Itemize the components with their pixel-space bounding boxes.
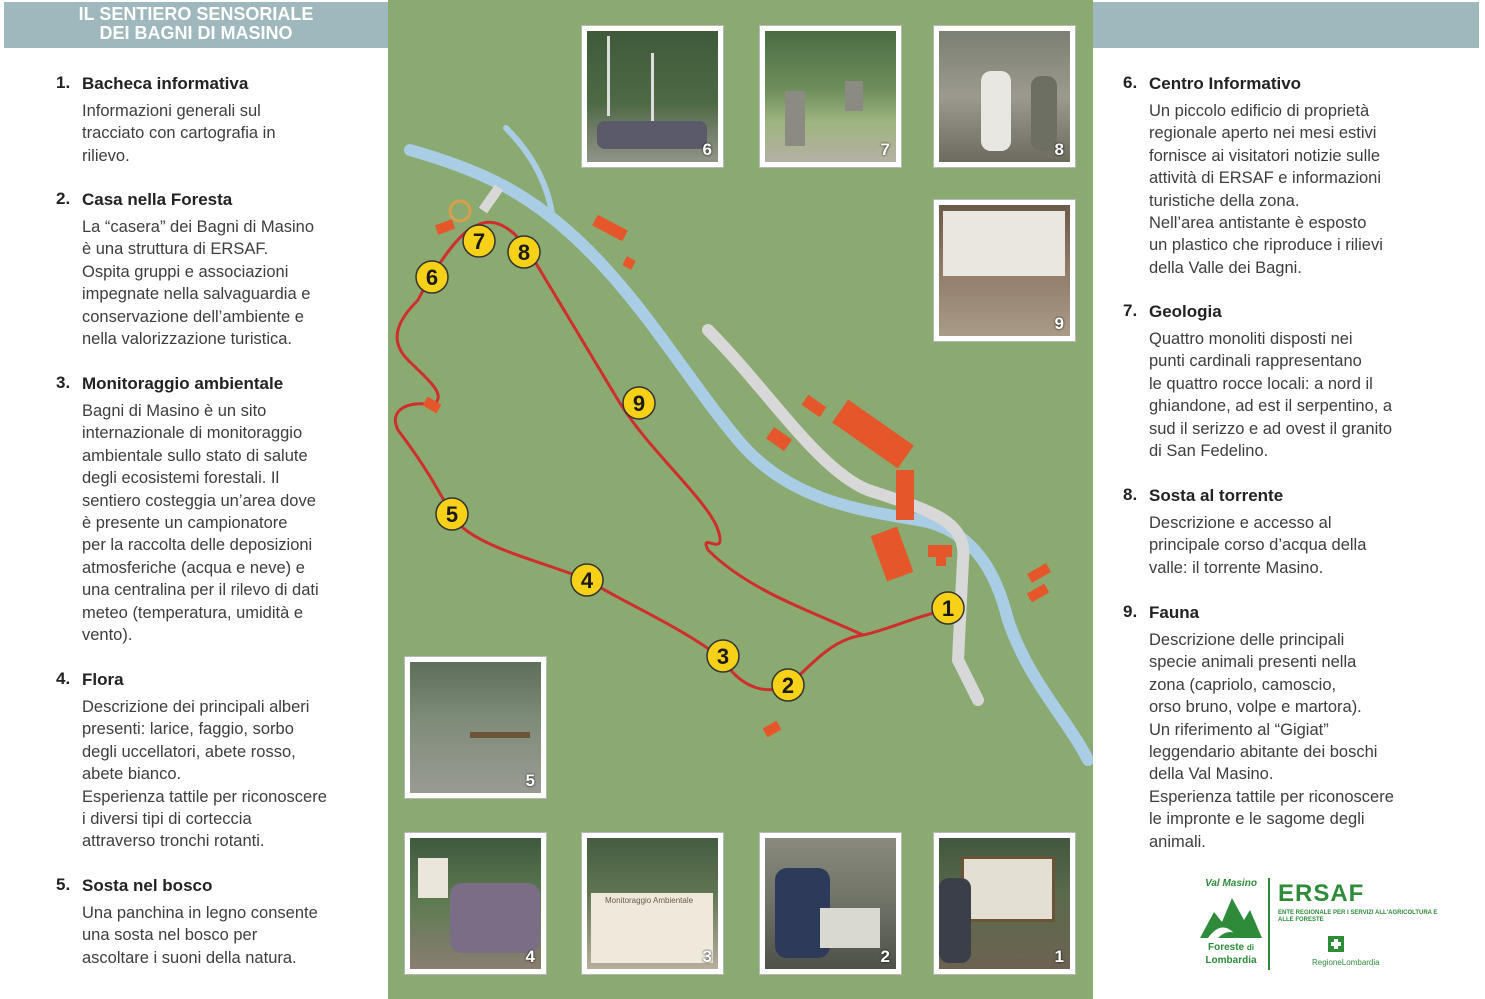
item-title: Fauna xyxy=(1149,603,1200,622)
title-line-1: IL SENTIERO SENSORIALE xyxy=(78,4,314,24)
geology-ring xyxy=(450,201,470,221)
item-description: Descrizione delle principali specie animali presenti nella zona (capriolo, camoscio, orso bruno, volpe e martora). Un riferimento al “Gigiat” leggendario abitante dei boschi della Val Masino. Esperienza tattile per riconoscere le impronte e le sagome degli animali. xyxy=(1149,631,1394,851)
info-board xyxy=(418,858,448,898)
person xyxy=(1031,76,1057,151)
item-number: 7. xyxy=(1123,301,1138,320)
left-panel xyxy=(0,0,388,999)
logo-divider xyxy=(1268,878,1270,970)
ersaf-logo xyxy=(1278,878,1448,970)
legend-item-3 xyxy=(56,373,376,646)
bench xyxy=(470,732,530,738)
photo-2[interactable] xyxy=(760,833,901,974)
ersaf-wordmark: ERSAF xyxy=(1278,880,1365,907)
road xyxy=(708,330,978,700)
photo-number: 2 xyxy=(880,947,890,966)
item-title: Monitoraggio ambientale xyxy=(82,374,284,393)
photo-number: 6 xyxy=(702,140,712,159)
item-description: Un piccolo edificio di proprietà regionale aperto nei mesi estivi fornisce ai visitatori notizie sulle attività di ERSAF e informazioni turistiche della zona. Nell’area antistante è esposto un plastico che riproduce i rilievi della Valle dei Bagni. xyxy=(1149,102,1383,277)
item-description: Quattro monoliti disposti nei punti cardinali rappresentano le quattro rocce locali: a nord il ghiandone, ad est il serpentino, a sud il serizzo e ad ovest il granito di San Fedelino. xyxy=(1149,330,1393,461)
item-number: 9. xyxy=(1123,602,1138,621)
marker-label: 5 xyxy=(445,502,459,527)
item-number: 8. xyxy=(1123,485,1138,504)
map-marker-3[interactable] xyxy=(707,640,739,672)
marker-label: 2 xyxy=(781,673,795,698)
logo-foreste: Foreste xyxy=(1207,942,1245,953)
marker-label: 4 xyxy=(580,568,594,593)
photo-8[interactable] xyxy=(934,26,1075,167)
regione-cross-icon xyxy=(1328,936,1344,952)
ersaf-subtitle: ENTE REGIONALE PER I SERVIZI ALL'AGRICOLTURA E ALLE FORESTE xyxy=(1278,910,1438,923)
map-marker-2[interactable] xyxy=(772,669,804,701)
item-title: Centro Informativo xyxy=(1149,74,1302,93)
person xyxy=(939,878,971,963)
item-title: Casa nella Foresta xyxy=(82,190,233,209)
item-description: Descrizione dei principali alberi presenti: larice, faggio, sorbo degli uccellatori, abete rosso, abete bianco. Esperienza tattile per riconoscere i diversi tipi di corteccia attraverso tronchi rotanti. xyxy=(82,698,327,851)
monolith xyxy=(845,81,863,111)
title-line-2: DEI BAGNI DI MASINO xyxy=(99,23,293,43)
flagpole xyxy=(651,53,654,123)
map-marker-9[interactable] xyxy=(623,387,655,419)
map-marker-1[interactable] xyxy=(932,592,964,624)
marker-label: 6 xyxy=(425,265,439,290)
item-title: Geologia xyxy=(1149,302,1222,321)
map-marker-6[interactable] xyxy=(416,261,448,293)
photo-9[interactable] xyxy=(934,200,1075,341)
photo-number: 4 xyxy=(525,947,535,966)
logo-lombardia: Lombardia xyxy=(1205,955,1257,966)
map-marker-4[interactable] xyxy=(571,564,603,596)
legend-item-5 xyxy=(56,875,376,969)
item-description: Una panchina in legno consente una sosta nel bosco per ascoltare i suoni della natura. xyxy=(82,904,318,967)
legend-item-9 xyxy=(1123,602,1463,853)
item-title: Sosta nel bosco xyxy=(82,876,213,895)
photo-number: 8 xyxy=(1054,140,1064,159)
item-description: Informazioni generali sul tracciato con cartografia in rilievo. xyxy=(82,102,276,165)
mountain-icon xyxy=(1198,890,1264,940)
page-title xyxy=(4,2,388,48)
logo-val-masino: Val Masino xyxy=(1205,878,1257,889)
item-number: 1. xyxy=(56,73,71,92)
legend-item-1 xyxy=(56,73,376,167)
marker-label: 8 xyxy=(517,240,531,265)
photo-4[interactable] xyxy=(405,833,546,974)
foreste-lombardia-logo xyxy=(1198,878,1264,970)
info-board xyxy=(961,856,1055,922)
trail-path xyxy=(395,222,948,689)
logos xyxy=(1198,878,1458,970)
legend-item-2 xyxy=(56,189,376,350)
legend-item-7 xyxy=(1123,301,1463,462)
item-number: 6. xyxy=(1123,73,1138,92)
marker-label: 3 xyxy=(716,644,730,669)
monolith xyxy=(785,91,805,146)
photo-number: 7 xyxy=(880,140,890,159)
photo-number: 9 xyxy=(1054,314,1064,333)
marker-label: 7 xyxy=(472,229,486,254)
monitoring-sign xyxy=(591,893,713,963)
photo-6[interactable] xyxy=(582,26,723,167)
photo-number: 5 xyxy=(525,771,535,790)
map-marker-5[interactable] xyxy=(436,498,468,530)
item-number: 2. xyxy=(56,189,71,208)
sign-title: Monitoraggio Ambientale xyxy=(605,896,694,905)
photo-1[interactable] xyxy=(934,833,1075,974)
item-number: 5. xyxy=(56,875,71,894)
legend-item-8 xyxy=(1123,485,1463,579)
marker-label: 1 xyxy=(941,596,955,621)
item-number: 3. xyxy=(56,373,71,392)
header-band xyxy=(1093,2,1479,48)
photo-3[interactable] xyxy=(582,833,723,974)
legend-item-4 xyxy=(56,669,376,853)
people-group xyxy=(597,121,707,149)
trail-map xyxy=(388,0,1093,999)
flagpole xyxy=(607,36,610,116)
photo-number: 3 xyxy=(702,947,712,966)
map-marker-7[interactable] xyxy=(463,225,495,257)
fauna-sign xyxy=(943,211,1065,276)
photo-number: 1 xyxy=(1054,947,1064,966)
bridge xyxy=(479,185,503,214)
legend-item-6 xyxy=(1123,73,1463,279)
item-description: Bagni di Masino è un sito internazionale di monitoraggio ambientale sullo stato di salute degli ecosistemi forestali. Il sentiero costeggia un’area dove è presente un campionatore per la raccolta delle deposizioni atmosferiche (acqua e neve) e una centralina per il rilevo di dati meteo (temperatura, umidità e vento). xyxy=(82,402,319,645)
photo-5[interactable] xyxy=(405,657,546,798)
item-number: 4. xyxy=(56,669,71,688)
people-group xyxy=(450,883,540,953)
item-title: Bacheca informativa xyxy=(82,74,249,93)
item-title: Sosta al torrente xyxy=(1149,486,1284,505)
item-description: Descrizione e accesso al principale corso d’acqua della valle: il torrente Masino. xyxy=(1149,514,1367,577)
logo-di: di xyxy=(1246,943,1254,952)
tactile-panel xyxy=(820,908,880,948)
marker-label: 9 xyxy=(632,391,646,416)
right-panel xyxy=(1093,0,1485,999)
regione-lombardia-label: RegioneLombardia xyxy=(1312,958,1380,967)
item-description: La “casera” dei Bagni di Masino è una struttura di ERSAF. Ospita gruppi e associazioni impegnate nella salvaguardia e conservazione dell’ambiente e nella valorizzazione turistica. xyxy=(82,218,315,349)
photo-7[interactable] xyxy=(760,26,901,167)
person xyxy=(981,71,1011,151)
item-title: Flora xyxy=(82,670,124,689)
map-marker-8[interactable] xyxy=(508,236,540,268)
